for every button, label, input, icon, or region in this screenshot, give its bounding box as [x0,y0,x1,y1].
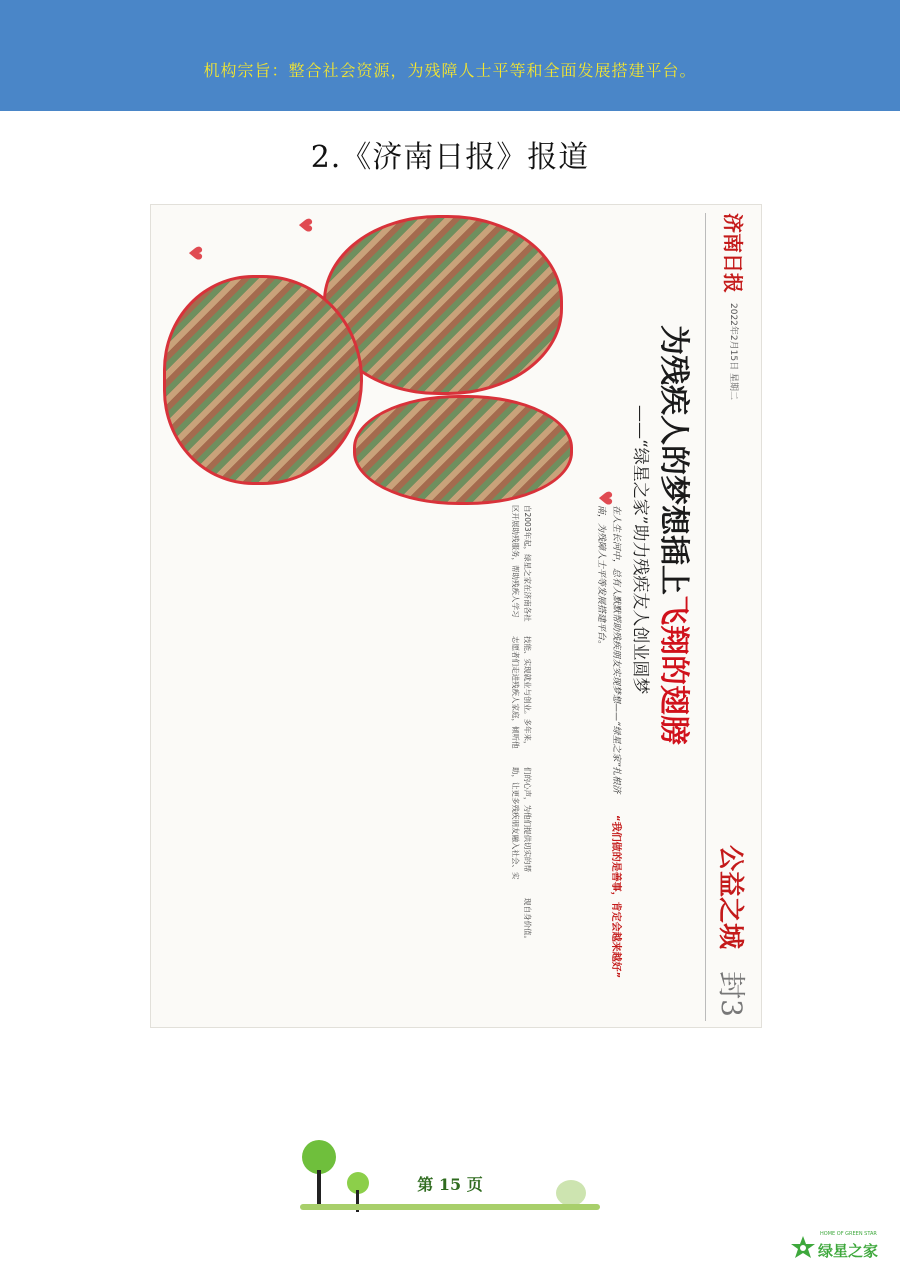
heart-icon: ♥ [594,490,615,507]
article-body: 自2003年起，绿星之家在济南各社区开展助残服务，帮助残疾人学习技能、实现就业与创业。多年来，志愿者们走进残疾人家庭，倾听他们的心声，为他们提供切实的帮助，让更多残疾朋友融入社会、实现自身价值。 [511,505,532,943]
article-subheadline: ——“绿星之家”助力残疾友人创业圆梦 [630,405,650,695]
headline-red: 飞翔的翅膀 [656,595,691,745]
section-title: 2.《济南日报》报道 [310,140,590,175]
heart-icon: ♥ [294,217,315,234]
article-intro: 在人生长河中，总有人默默帮助残疾朋友实现梦想——“绿星之家”扎根济南，为残障人士平等发展搭建平台。 [596,505,621,794]
star-icon [790,1234,816,1262]
newspaper-dateline: 2022年2月15日 星期二 [728,303,738,400]
newspaper-clipping [150,204,762,1028]
brand-name: 绿星之家 [818,1242,879,1260]
newspaper-logo: 济南日报 [721,213,745,293]
page-number: 第 15 页 [417,1175,483,1194]
heart-photo-frame [163,275,363,485]
newspaper-page [151,205,762,1028]
brand-english: HOME OF GREEN STAR [820,1231,877,1237]
heart-icon: ♥ [184,245,205,262]
newspaper-masthead [705,213,757,1021]
mission-statement: 机构宗旨：整合社会资源，为残障人士平等和全面发展搭建平台。 [203,61,697,80]
column-title: 公益之城 [715,844,745,949]
brand-logo [788,1230,896,1266]
article-headline [655,325,699,1015]
header-band [0,0,900,111]
headline-black: 为残疾人的梦想插上 [656,325,691,595]
article-sidehead: “我们做的是善事，肯定会越来越好” [610,815,621,979]
heart-photo-frame [353,395,573,505]
grass-line [300,1204,600,1210]
page-label: 封3 [715,971,748,1017]
